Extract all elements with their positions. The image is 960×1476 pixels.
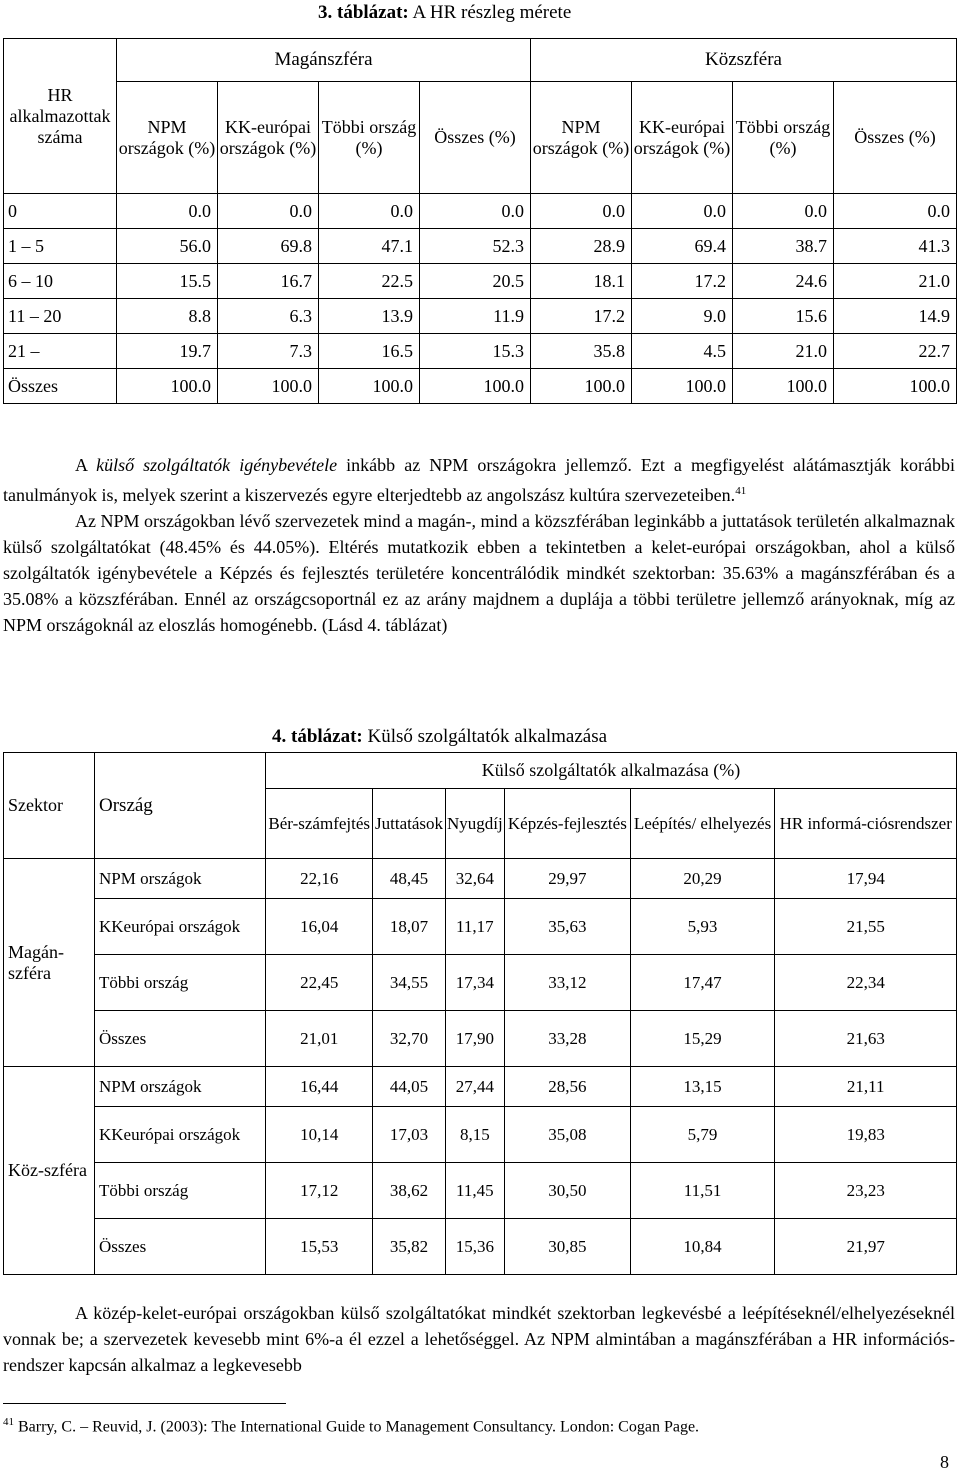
- t4-row: [4, 1219, 957, 1275]
- t4-row-label: Összes: [95, 1219, 266, 1275]
- t4-cell: 34,55: [373, 955, 445, 1011]
- t3-row-label: 1 – 5: [4, 229, 117, 264]
- t3-cell: 0.0: [319, 194, 420, 229]
- t3-cell: 15.3: [420, 334, 531, 369]
- t3-cell: 0.0: [420, 194, 531, 229]
- t4-cell: 21,55: [775, 899, 957, 955]
- t3-row-label: 11 – 20: [4, 299, 117, 334]
- t4-cell: 21,63: [775, 1011, 957, 1067]
- t4-cell: 17,34: [445, 955, 504, 1011]
- t3-row-label: 0: [4, 194, 117, 229]
- t4-cell: 21,11: [775, 1067, 957, 1107]
- t3-row: [4, 194, 957, 229]
- t4-col-header: Bér-számfejtés: [266, 789, 373, 859]
- t3-row: [4, 299, 957, 334]
- t4-cell: 17,47: [630, 955, 775, 1011]
- t3-cell: 0.0: [733, 194, 834, 229]
- t3-cell: 100.0: [420, 369, 531, 404]
- t4-cell: 22,45: [266, 955, 373, 1011]
- t4-cell: 21,01: [266, 1011, 373, 1067]
- t3-cell: 15.6: [733, 299, 834, 334]
- t4-cell: 18,07: [373, 899, 445, 955]
- t4-cell: 17,12: [266, 1163, 373, 1219]
- t3-cell: 18.1: [531, 264, 632, 299]
- t3-col-total: Összes (%): [834, 82, 957, 194]
- t3-row: [4, 264, 957, 299]
- t3-cell: 100.0: [834, 369, 957, 404]
- t4-cell: 17,94: [775, 859, 957, 899]
- t3-cell: 0.0: [531, 194, 632, 229]
- t3-cell: 17.2: [632, 264, 733, 299]
- t3-col-kk: KK-európai országok (%): [218, 82, 319, 194]
- t3-cell: 24.6: [733, 264, 834, 299]
- t4-cell: 11,51: [630, 1163, 775, 1219]
- page-number: 8: [940, 1452, 949, 1472]
- t3-cell: 21.0: [733, 334, 834, 369]
- t4-sector-private: Magán-szféra: [4, 859, 95, 1067]
- t3-cell: 11.9: [420, 299, 531, 334]
- t4-cell: 33,28: [505, 1011, 631, 1067]
- t4-cell: 35,63: [505, 899, 631, 955]
- t3-cell: 47.1: [319, 229, 420, 264]
- table4-title: 4. táblázat: Külső szolgáltatók alkalmazása: [272, 726, 608, 747]
- t4-cell: 23,23: [775, 1163, 957, 1219]
- t4-cell: 5,93: [630, 899, 775, 955]
- t3-cell: 21.0: [834, 264, 957, 299]
- t4-col-header: Leépítés/ elhelyezés: [630, 789, 775, 859]
- t4-cell: 20,29: [630, 859, 775, 899]
- t4-cell: 15,36: [445, 1219, 504, 1275]
- paragraph-2: A közép-kelet-európai országokban külső szolgáltatókat mindkét szektorban legkevésbé a leépítéseknél/elhelyezéseknél vonnak be; a szervezetek kevesebb mint 6%-a él ezzel a lehetőséggel. Az NPM almintában a magánszférában a HR információs-rendszer kapcsán alkalmaz a legkevesebb: [3, 1303, 955, 1375]
- t4-cell: 35,82: [373, 1219, 445, 1275]
- t3-cell: 56.0: [117, 229, 218, 264]
- t3-cell: 19.7: [117, 334, 218, 369]
- t4-cell: 15,53: [266, 1219, 373, 1275]
- t3-col-kk: KK-európai országok (%): [632, 82, 733, 194]
- t3-cell: 4.5: [632, 334, 733, 369]
- t4-col-header: Juttatások: [373, 789, 445, 859]
- t3-cell: 69.8: [218, 229, 319, 264]
- t3-cell: 28.9: [531, 229, 632, 264]
- t3-cell: 52.3: [420, 229, 531, 264]
- t4-cell: 15,29: [630, 1011, 775, 1067]
- t4-super-header: Külső szolgáltatók alkalmazása (%): [266, 753, 957, 789]
- t4-cell: 48,45: [373, 859, 445, 899]
- t3-cell: 41.3: [834, 229, 957, 264]
- t3-cell: 16.5: [319, 334, 420, 369]
- t4-row-label: Többi ország: [95, 1163, 266, 1219]
- footnote: $^{41}$ Barry, C. – Reuvid, J. (2003): The International Guide to Management Consultancy. London: Cogan Page.: [3, 1416, 700, 1436]
- t4-row: [4, 955, 957, 1011]
- t4-row: [4, 899, 957, 955]
- t3-col-other: Többi ország (%): [319, 82, 420, 194]
- t3-cell: 8.8: [117, 299, 218, 334]
- t4-cell: 16,44: [266, 1067, 373, 1107]
- t4-col-sector: Szektor: [4, 753, 95, 859]
- t3-col-other: Többi ország (%): [733, 82, 834, 194]
- t4-row-label: KKeurópai országok: [95, 899, 266, 955]
- table3: [3, 38, 957, 404]
- t3-cell: 38.7: [733, 229, 834, 264]
- t3-cell: 0.0: [834, 194, 957, 229]
- t3-cell: 17.2: [531, 299, 632, 334]
- t3-row-label: 21 –: [4, 334, 117, 369]
- t3-row-label: Összes: [4, 369, 117, 404]
- t4-row: [4, 1011, 957, 1067]
- t3-row: [4, 334, 957, 369]
- t4-col-header: HR informá-ciósrendszer: [775, 789, 957, 859]
- t3-group-private: Magánszféra: [117, 39, 531, 82]
- t4-cell: 38,62: [373, 1163, 445, 1219]
- t4-row-label: NPM országok: [95, 859, 266, 899]
- t4-sector-public: Köz-szféra: [4, 1067, 95, 1275]
- t4-cell: 35,08: [505, 1107, 631, 1163]
- t4-cell: 19,83: [775, 1107, 957, 1163]
- t4-row-label: KKeurópai országok: [95, 1107, 266, 1163]
- t3-row: [4, 229, 957, 264]
- t4-row-label: Összes: [95, 1011, 266, 1067]
- t3-cell: 100.0: [531, 369, 632, 404]
- t4-cell: 22,16: [266, 859, 373, 899]
- t4-cell: 11,17: [445, 899, 504, 955]
- t3-cell: 100.0: [218, 369, 319, 404]
- t3-col-total: Összes (%): [420, 82, 531, 194]
- t3-cell: 14.9: [834, 299, 957, 334]
- t4-row: [4, 859, 957, 899]
- t3-col-npm: NPM országok (%): [531, 82, 632, 194]
- t3-cell: 35.8: [531, 334, 632, 369]
- t3-cell: 20.5: [420, 264, 531, 299]
- t4-cell: 11,45: [445, 1163, 504, 1219]
- t4-cell: 28,56: [505, 1067, 631, 1107]
- t4-cell: 17,90: [445, 1011, 504, 1067]
- t4-cell: 16,04: [266, 899, 373, 955]
- table4: [3, 752, 957, 1275]
- t3-cell: 22.5: [319, 264, 420, 299]
- t3-cell: 69.4: [632, 229, 733, 264]
- t3-group-public: Közszféra: [531, 39, 957, 82]
- t4-col-country: Ország: [95, 753, 266, 859]
- t3-col-hr: HR alkalmazottak száma: [4, 39, 117, 194]
- t3-cell: 6.3: [218, 299, 319, 334]
- t4-row: [4, 1067, 957, 1107]
- t4-row-label: NPM országok: [95, 1067, 266, 1107]
- t4-cell: 32,70: [373, 1011, 445, 1067]
- t3-cell: 100.0: [632, 369, 733, 404]
- t4-cell: 13,15: [630, 1067, 775, 1107]
- t4-cell: 17,03: [373, 1107, 445, 1163]
- t4-cell: 30,85: [505, 1219, 631, 1275]
- t4-col-header: Képzés-fejlesztés: [505, 789, 631, 859]
- t4-row: [4, 1107, 957, 1163]
- t3-cell: 7.3: [218, 334, 319, 369]
- t4-cell: 29,97: [505, 859, 631, 899]
- t3-cell: 13.9: [319, 299, 420, 334]
- t4-cell: 30,50: [505, 1163, 631, 1219]
- t3-cell: 15.5: [117, 264, 218, 299]
- t4-row: [4, 1163, 957, 1219]
- t4-col-header: Nyugdíj: [445, 789, 504, 859]
- t3-row-label: 6 – 10: [4, 264, 117, 299]
- t3-cell: 9.0: [632, 299, 733, 334]
- t3-row: [4, 369, 957, 404]
- t3-cell: 22.7: [834, 334, 957, 369]
- t3-cell: 100.0: [733, 369, 834, 404]
- t4-cell: 5,79: [630, 1107, 775, 1163]
- t4-cell: 10,14: [266, 1107, 373, 1163]
- table3-title: 3. táblázat: A HR részleg mérete: [318, 2, 572, 23]
- t4-cell: 10,84: [630, 1219, 775, 1275]
- footnote-separator: [3, 1403, 286, 1404]
- t3-cell: 0.0: [117, 194, 218, 229]
- t4-cell: 27,44: [445, 1067, 504, 1107]
- t3-cell: 100.0: [319, 369, 420, 404]
- t3-cell: 0.0: [632, 194, 733, 229]
- t4-cell: 21,97: [775, 1219, 957, 1275]
- t4-cell: 22,34: [775, 955, 957, 1011]
- t3-col-npm: NPM országok (%): [117, 82, 218, 194]
- t4-cell: 44,05: [373, 1067, 445, 1107]
- t4-cell: 33,12: [505, 955, 631, 1011]
- t4-cell: 32,64: [445, 859, 504, 899]
- paragraph-1: A külső szolgáltatók igénybevétele inkább az NPM országokra jellemző. Ezt a megfigyelést alátámasztják korábbi tanulmányok is, melyek szerint a kiszervezés egyre elterjedtebb az angolszász kultúra szervezeteiben.$^{41}$ Az NPM országokban lévő szervezetek mind a magán-, mind a közszférában leginkább a juttatások területén alkalmaznak külső szolgáltatókat (48.45% és 44.05%). Eltérés mutatkozik ebben a tekintetben a kelet-európai országokban, ahol a külső szolgáltatók igénybevétele a Képzés és fejlesztés területére koncentrálódik mindkét szektorban: 35.63% a magánszférában és a 35.08% a közszférában. Ennél az országcsoportnál ez az arány majdnem a duplája a többi területre jellemző arányoknak, míg az NPM országoknál az eloszlás homogénebb. (Lásd 4. táblázat): [3, 455, 955, 635]
- t3-cell: 16.7: [218, 264, 319, 299]
- t4-cell: 8,15: [445, 1107, 504, 1163]
- t4-row-label: Többi ország: [95, 955, 266, 1011]
- t3-cell: 100.0: [117, 369, 218, 404]
- t3-cell: 0.0: [218, 194, 319, 229]
